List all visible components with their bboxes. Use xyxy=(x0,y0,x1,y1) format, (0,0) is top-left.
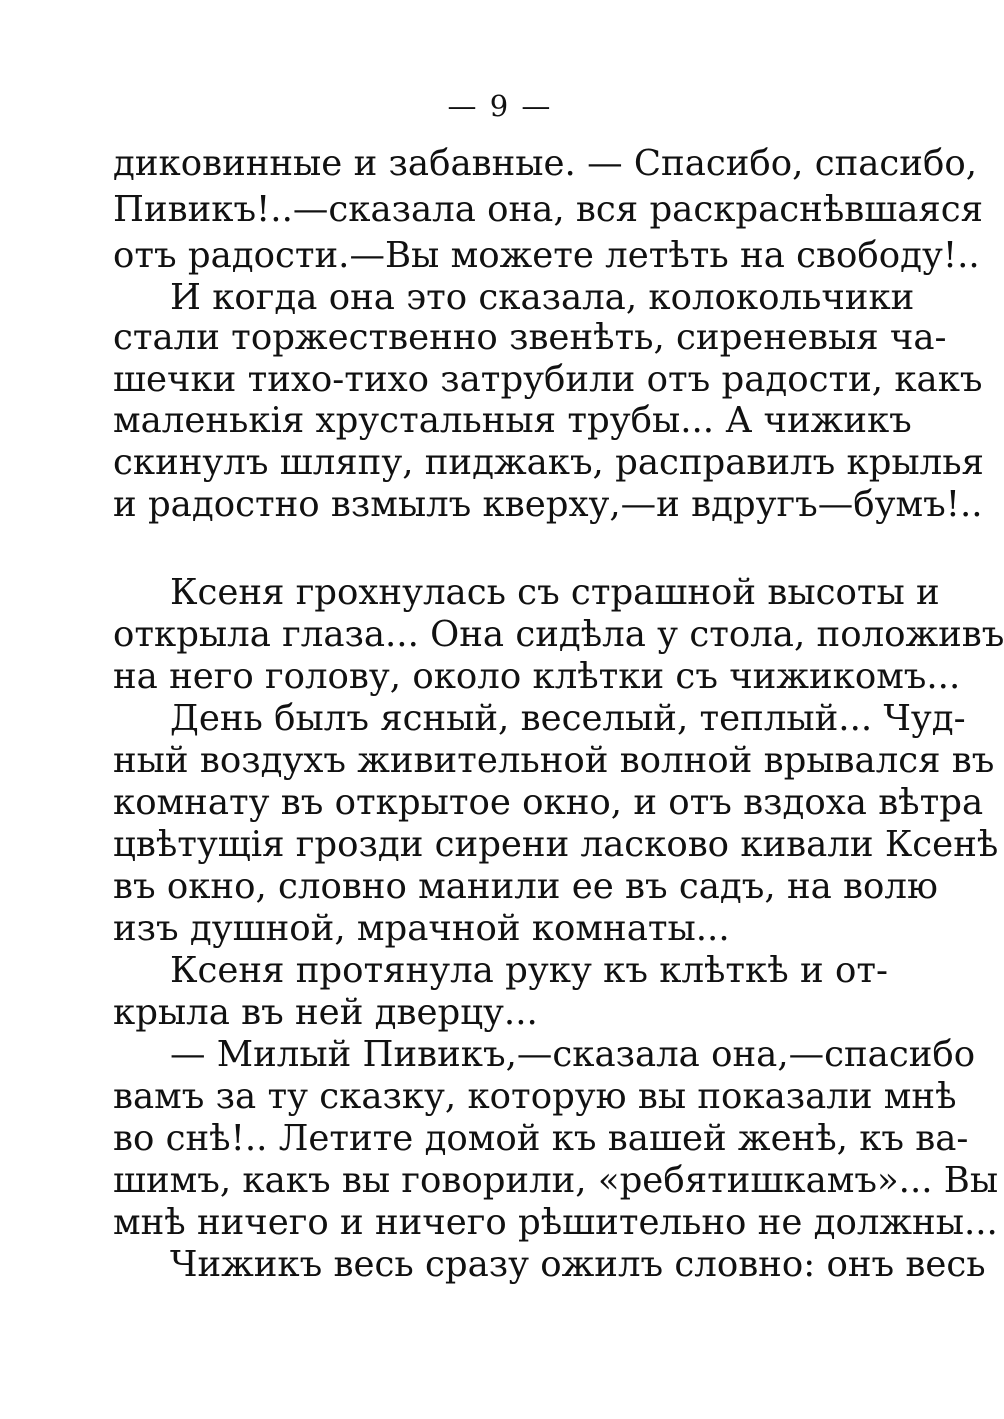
paragraph-first-line: День былъ ясный, веселый, теплый... Чуд- xyxy=(170,698,966,739)
text-line: во снѣ!.. Летите домой къ вашей женѣ, къ ва- xyxy=(113,1118,969,1159)
text-line: шимъ, какъ вы говорили, «ребятишкамъ»... Вы xyxy=(113,1160,999,1201)
text-line: и радостно взмылъ кверху,—и вдругъ—бумъ!.. xyxy=(113,484,983,525)
paragraph-first-line: — Милый Пивикъ,—сказала она,—спасибо xyxy=(170,1034,976,1075)
text-line: мнѣ ничего и ничего рѣшительно не должны... xyxy=(113,1202,998,1243)
text-line: маленькія хрустальныя трубы... А чижикъ xyxy=(113,400,912,441)
text-line: диковинные и забавные. — Спасибо, спасибо, xyxy=(113,143,977,184)
text-line: открыла глаза... Она сидѣла у стола, положивъ xyxy=(113,614,1004,655)
text-line: стали торжественно звенѣть, сиреневыя ча- xyxy=(113,317,947,358)
paragraph-first-line: Ксеня грохнулась съ страшной высоты и xyxy=(170,572,940,613)
text-line: отъ радости.—Вы можете летѣть на свободу!.. xyxy=(113,235,980,276)
text-line: въ окно, словно манили ее въ садъ, на волю xyxy=(113,866,938,907)
text-line: комнату въ открытое окно, и отъ вздоха вѣтра xyxy=(113,782,984,823)
paragraph-first-line: Чижикъ весь сразу ожилъ словно: онъ весь xyxy=(170,1244,986,1285)
text-line: Пивикъ!..—сказала она, вся раскраснѣвшаяся xyxy=(113,189,984,230)
paragraph-first-line: Ксеня протянула руку къ клѣткѣ и от- xyxy=(170,950,888,991)
page-number: — 9 — xyxy=(447,89,553,123)
text-line: ный воздухъ живительной волной врывался въ xyxy=(113,740,995,781)
text-line: на него голову, около клѣтки съ чижикомъ... xyxy=(113,656,961,697)
text-line: вамъ за ту сказку, которую вы показали мнѣ xyxy=(113,1076,957,1117)
text-line: скинулъ шляпу, пиджакъ, расправилъ крылья xyxy=(113,442,984,483)
paragraph-first-line: И когда она это сказала, колокольчики xyxy=(170,277,915,318)
text-line: цвѣтущія грозди сирени ласково кивали Ксенѣ xyxy=(113,824,999,865)
text-line: изъ душной, мрачной комнаты... xyxy=(113,908,730,949)
text-line: крыла въ ней дверцу... xyxy=(113,992,538,1033)
text-line: шечки тихо-тихо затрубили отъ радости, какъ xyxy=(113,359,983,400)
